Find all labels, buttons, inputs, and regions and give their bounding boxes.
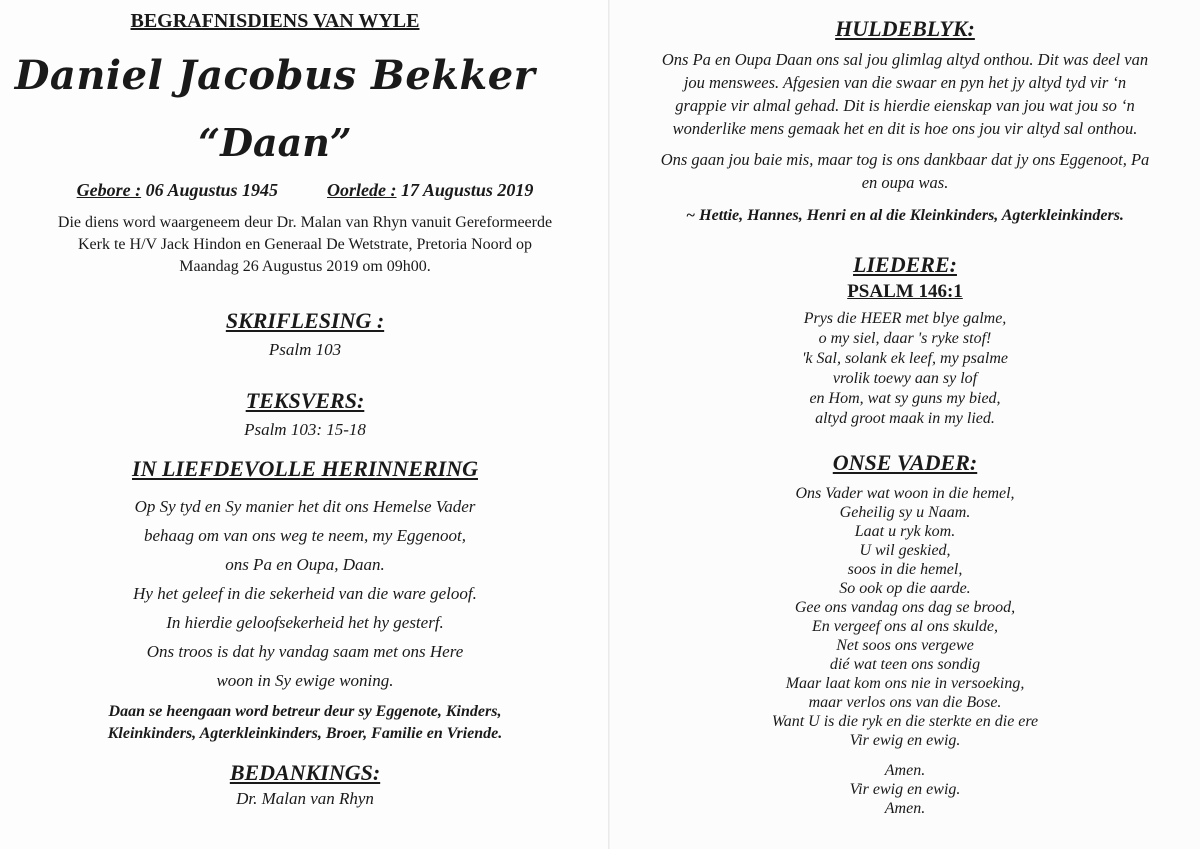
born-label: Gebore :	[76, 180, 142, 200]
service-details	[0, 212, 610, 278]
memory-line: Op Sy tyd en Sy manier het dit ons Hemelse Vader	[134, 497, 476, 516]
songs-heading: LIEDERE:	[853, 252, 957, 277]
prayer-line: dié wat teen ons sondig	[829, 656, 981, 673]
prayer-line: Vir ewig en ewig.	[849, 732, 961, 749]
service-title: BEGRAFNISDIENS VAN WYLE	[130, 10, 420, 32]
prayer-line: maar verlos ons van die Bose.	[808, 694, 1002, 711]
prayer-heading: ONSE VADER:	[832, 450, 978, 475]
memory-line: ons Pa en Oupa, Daan.	[225, 555, 385, 574]
service-line: Maandag 26 Augustus 2019 om 09h00.	[179, 258, 431, 275]
miss-line: Ons gaan jou baie mis, maar tog is ons dankbaar dat jy ons Eggenoot, Pa	[660, 150, 1150, 169]
service-line: Kerk te H/V Jack Hindon en Generaal De Wetstrate, Pretoria Noord op	[78, 236, 532, 253]
psalm-line: vrolik toewy aan sy lof	[832, 370, 978, 387]
psalm-line: en Hom, wat sy guns my bied,	[809, 390, 1001, 407]
prayer-line: Geheilig sy u Naam.	[839, 504, 971, 521]
memory-poem	[0, 492, 610, 695]
tribute-line: grappie vir almal gehad. Dit is hierdie eienskap van jou wat jou so ‘n	[675, 96, 1135, 115]
prayer-line: Net soos ons vergewe	[836, 637, 974, 654]
amen-line: Amen.	[884, 762, 926, 779]
tribute-line: wonderlike mens gemaak het en dit is hoe ons jou vir altyd sal onthou.	[672, 119, 1138, 138]
memory-line: woon in Sy ewige woning.	[216, 671, 394, 690]
amen-text	[610, 761, 1200, 818]
tribute-line: Ons Pa en Oupa Daan ons sal jou glimlag altyd onthou. Dit was deel van	[661, 50, 1149, 69]
miss-text	[610, 148, 1200, 194]
tribute-text	[610, 48, 1200, 140]
prayer-line: Gee ons vandag ons dag se brood,	[794, 599, 1016, 616]
mourners-line: Daan se heengaan word betreur deur sy Eggenote, Kinders,	[108, 703, 502, 720]
memory-line: Ons troos is dat hy vandag saam met ons Here	[146, 642, 464, 661]
psalm-line: o my siel, daar 's ryke stof!	[818, 330, 992, 347]
memory-heading: IN LIEFDEVOLLE HERINNERING	[132, 456, 478, 481]
thanks-heading: BEDANKINGS:	[229, 760, 381, 785]
nickname: “Daan”	[198, 120, 352, 165]
prayer-line: Laat u ryk kom.	[854, 523, 956, 540]
tribute-line: jou menswees. Afgesien van die swaar en pyn het jy altyd tyd vir ‘n	[683, 73, 1127, 92]
right-page	[610, 0, 1200, 849]
died-label: Oorlede :	[327, 180, 397, 200]
born-value: 06 Augustus 1945	[141, 180, 278, 200]
prayer-line: Ons Vader wat woon in die hemel,	[795, 485, 1015, 502]
memory-line: behaag om van ons weg te neem, my Eggenoot,	[144, 526, 466, 545]
service-line: Die diens word waargeneem deur Dr. Malan van Rhyn vanuit Gereformeerde	[57, 214, 553, 231]
mourners-line: Kleinkinders, Agterkleinkinders, Broer, Familie en Vriende.	[107, 725, 503, 742]
mourners-notice	[0, 701, 610, 745]
text-heading: TEKSVERS:	[245, 388, 365, 413]
psalm-heading: PSALM 146:1	[847, 281, 963, 302]
memory-line: Hy het geleef in die sekerheid van die ware geloof.	[133, 584, 477, 603]
prayer-line: U wil geskied,	[859, 542, 951, 559]
amen-line: Vir ewig en ewig.	[849, 781, 961, 798]
miss-line: en oupa was.	[861, 173, 949, 192]
psalm-line: Prys die HEER met blye galme,	[803, 310, 1007, 327]
prayer-text	[610, 484, 1200, 750]
thanks-value: Dr. Malan van Rhyn	[236, 789, 374, 808]
prayer-line: soos in die hemel,	[847, 561, 963, 578]
text-value: Psalm 103: 15-18	[244, 420, 366, 439]
signature: ~ Hettie, Hannes, Henri en al die Kleinkinders, Agterkleinkinders.	[686, 207, 1124, 224]
psalm-text	[610, 309, 1200, 429]
scripture-value: Psalm 103	[268, 340, 342, 359]
scripture-heading: SKRIFLESING :	[225, 308, 385, 333]
psalm-line: altyd groot maak in my lied.	[815, 410, 995, 427]
prayer-line: So ook op die aarde.	[839, 580, 971, 597]
psalm-line: 'k Sal, solank ek leef, my psalme	[801, 350, 1009, 367]
prayer-line: Maar laat kom ons nie in versoeking,	[785, 675, 1025, 692]
tribute-heading: HULDEBLYK:	[835, 16, 975, 41]
prayer-line: En vergeef ons al ons skulde,	[811, 618, 999, 635]
prayer-line: Want U is die ryk en die sterkte en die ere	[771, 713, 1039, 730]
deceased-name: Daniel Jacobus Bekker	[14, 52, 536, 99]
amen-line: Amen.	[884, 800, 926, 817]
died-value: 17 Augustus 2019	[396, 180, 534, 200]
dates-line	[0, 180, 610, 201]
memory-line: In hierdie geloofsekerheid het hy gesterf.	[166, 613, 444, 632]
